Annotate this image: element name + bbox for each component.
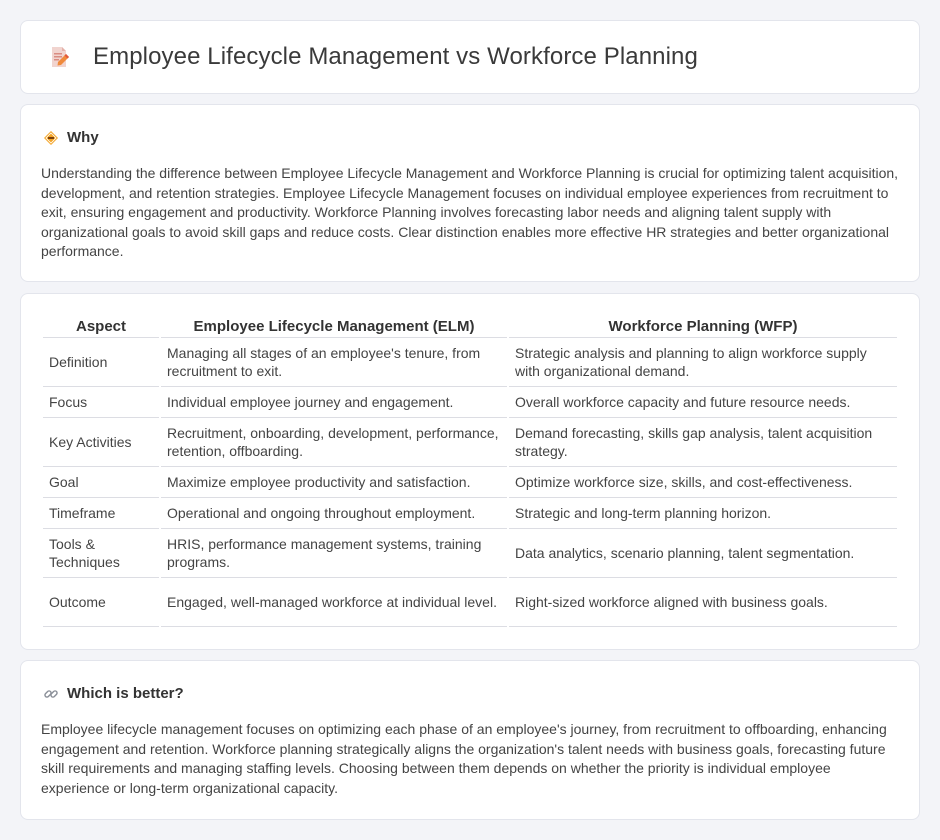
table-header-row [43, 316, 897, 338]
aspect-cell: Outcome [43, 578, 159, 627]
aspect-cell: Focus [43, 387, 159, 418]
header-wfp: Workforce Planning (WFP) [509, 316, 897, 338]
wfp-cell: Strategic and long-term planning horizon. [509, 498, 897, 529]
wfp-cell: Demand forecasting, skills gap analysis, talent acquisition strategy. [509, 418, 897, 467]
why-text: Understanding the difference between Employee Lifecycle Management and Workforce Planning is crucial for optimizing talent acquisition, development, and retention strategies. Employee Lifecycle Management focuses on individual employee experiences from recruitment to exit, ensuring engagement and productivity. Workforce Planning involves forecasting labor needs and aligning talent supply with organizational goals to avoid skill gaps and reduce costs. Clear distinction enables more effective HR strategies and better organizational performance. [41, 165, 899, 259]
wfp-cell: Overall workforce capacity and future resource needs. [509, 387, 897, 418]
title-card [20, 20, 920, 94]
aspect-cell: Goal [43, 467, 159, 498]
why-heading: Why [67, 129, 99, 146]
wfp-cell: Optimize workforce size, skills, and cost-effectiveness. [509, 467, 897, 498]
better-text: Employee lifecycle management focuses on optimizing each phase of an employee's journey, from recruitment to offboarding, enhancing engagement and retention. Workforce planning strategically aligns the organization's talent needs with business goals, forecasting future skill requirements and managing staffing levels. Choosing between them depends on whether the priority is individual employee experience or long-term organizational capacity. [41, 721, 887, 796]
wfp-cell: Right-sized workforce aligned with business goals. [509, 578, 897, 627]
table-row [43, 467, 897, 498]
elm-cell: Operational and ongoing throughout employment. [161, 498, 507, 529]
better-heading: Which is better? [67, 685, 184, 702]
comparison-section [20, 293, 920, 650]
aspect-cell: Timeframe [43, 498, 159, 529]
elm-cell: Maximize employee productivity and satisfaction. [161, 467, 507, 498]
elm-cell: HRIS, performance management systems, training programs. [161, 529, 507, 578]
link-icon [43, 686, 59, 702]
elm-cell: Engaged, well-managed workforce at individual level. [161, 578, 507, 627]
why-section [20, 104, 920, 282]
wfp-cell: Data analytics, scenario planning, talent segmentation. [509, 529, 897, 578]
table-row [43, 338, 897, 387]
table-row [43, 498, 897, 529]
table-row [43, 529, 897, 578]
wfp-cell: Strategic analysis and planning to align workforce supply with organizational demand. [509, 338, 897, 387]
comparison-table [41, 316, 899, 627]
elm-cell: Recruitment, onboarding, development, performance, retention, offboarding. [161, 418, 507, 467]
aspect-cell: Key Activities [43, 418, 159, 467]
page-title: Employee Lifecycle Management vs Workforce Planning [93, 43, 698, 70]
table-row [43, 387, 897, 418]
elm-cell: Managing all stages of an employee's tenure, from recruitment to exit. [161, 338, 507, 387]
header-elm: Employee Lifecycle Management (ELM) [161, 316, 507, 338]
table-row [43, 418, 897, 467]
header-aspect: Aspect [43, 316, 159, 338]
diamond-sign-icon [43, 130, 59, 146]
document-pen-icon [47, 45, 71, 69]
which-is-better-section [20, 660, 920, 820]
aspect-cell: Tools & Techniques [43, 529, 159, 578]
aspect-cell: Definition [43, 338, 159, 387]
elm-cell: Individual employee journey and engagement. [161, 387, 507, 418]
table-row [43, 578, 897, 627]
